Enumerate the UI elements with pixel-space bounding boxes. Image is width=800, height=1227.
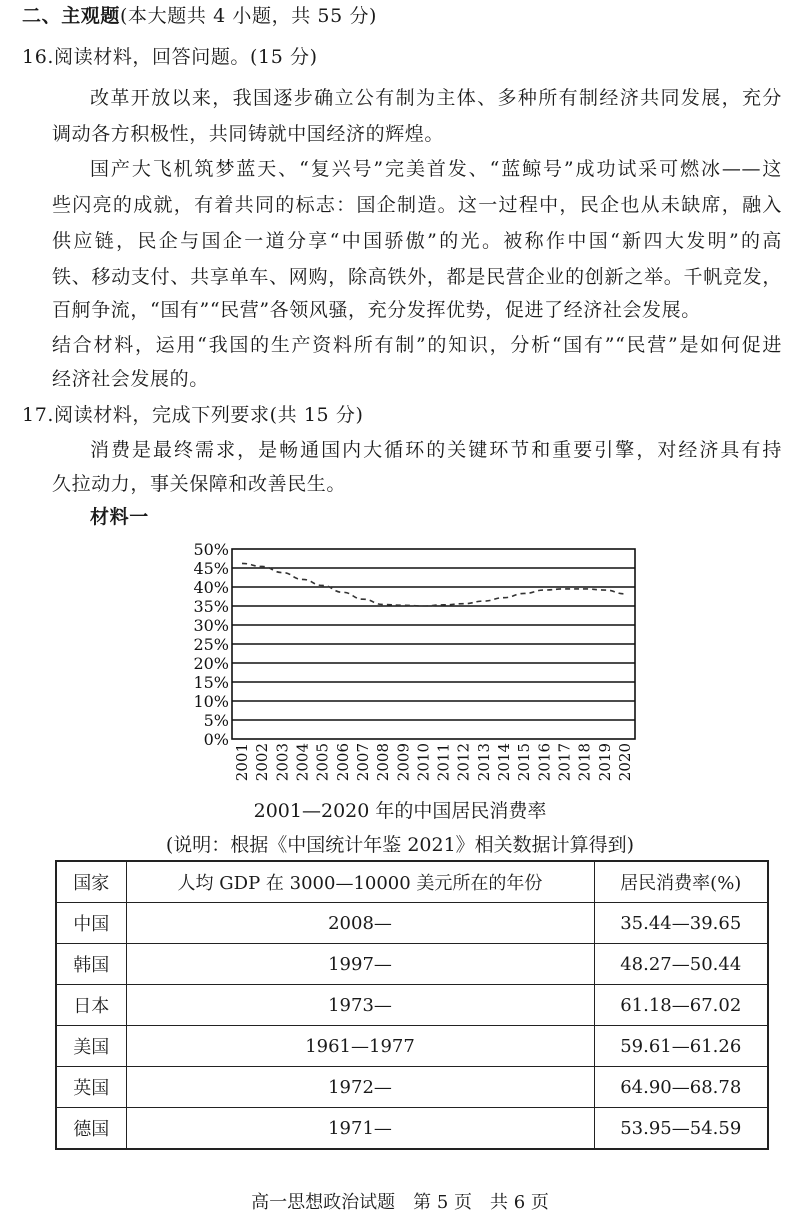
q16-p1-line: 改革开放以来，我国逐步确立公有制为主体、多种所有制经济共同发展，充分 [90, 87, 782, 109]
x-tick-label: 2003 [273, 743, 292, 782]
x-tick-label: 2001 [233, 743, 251, 782]
table-row [56, 903, 768, 944]
x-tick-label: 2019 [595, 743, 614, 782]
x-tick-label: 2012 [454, 743, 473, 782]
table-header-cell: 居民消费率(%) [594, 861, 768, 903]
y-tick-label: 35% [193, 597, 229, 616]
y-tick-label: 20% [193, 654, 229, 673]
section-title: 二、主观题 [22, 5, 121, 27]
q16-p2-line: 国产大飞机筑梦蓝天、“复兴号”完美首发、“蓝鲸号”成功试采可燃冰——这 [90, 158, 782, 180]
y-tick-label: 0% [203, 730, 229, 749]
table-cell-rate: 59.61—61.26 [594, 1026, 768, 1067]
table-cell-years: 2008— [126, 903, 594, 944]
q16-header: 16.阅读材料，回答问题。(15 分) [22, 46, 318, 68]
table-cell-country: 韩国 [56, 944, 126, 985]
q16-p1-line: 调动各方积极性，共同铸就中国经济的辉煌。 [52, 123, 445, 145]
q16-p2-line: 百舸争流，“国有”“民营”各领风骚，充分发挥优势，促进了经济社会发展。 [52, 299, 701, 321]
x-tick-label: 2005 [313, 743, 332, 782]
y-tick-label: 5% [203, 711, 229, 730]
table-row [56, 1067, 768, 1108]
q17-p1-line: 久拉动力，事关保障和改善民生。 [52, 473, 347, 495]
section-header [22, 4, 377, 28]
x-tick-label: 2007 [353, 743, 372, 782]
table-cell-rate: 35.44—39.65 [594, 903, 768, 944]
q16-ask-line: 经济社会发展的。 [52, 368, 209, 390]
section-note: (本大题共 4 小题，共 55 分) [120, 5, 378, 27]
x-tick-label: 2009 [394, 743, 413, 782]
consumption-table [55, 860, 769, 1150]
table-cell-years: 1972— [126, 1067, 594, 1108]
x-tick-label: 2018 [575, 743, 594, 782]
page-footer: 高一思想政治试题 第 5 页 共 6 页 [251, 1192, 549, 1213]
table-row [56, 944, 768, 985]
table-cell-country: 德国 [56, 1108, 126, 1150]
y-tick-label: 40% [193, 578, 229, 597]
table-cell-rate: 48.27—50.44 [594, 944, 768, 985]
y-tick-label: 10% [193, 692, 229, 711]
x-tick-label: 2020 [616, 743, 634, 782]
table-cell-rate: 53.95—54.59 [594, 1108, 768, 1150]
x-tick-label: 2015 [515, 743, 534, 782]
x-tick-label: 2006 [333, 743, 352, 782]
table-cell-country: 日本 [56, 985, 126, 1026]
consumption-rate-chart [180, 537, 650, 787]
x-tick-label: 2017 [555, 743, 574, 782]
y-tick-label: 50% [193, 540, 229, 559]
table-header-row [56, 861, 768, 903]
table-cell-years: 1971— [126, 1108, 594, 1150]
table-row [56, 985, 768, 1026]
table-cell-rate: 61.18—67.02 [594, 985, 768, 1026]
x-tick-label: 2013 [474, 743, 493, 782]
x-tick-label: 2002 [253, 743, 272, 782]
x-tick-label: 2010 [414, 743, 433, 782]
table-header-cell: 人均 GDP 在 3000—10000 美元所在的年份 [126, 861, 594, 903]
table-cell-country: 中国 [56, 903, 126, 944]
x-tick-label: 2004 [293, 743, 312, 782]
table-cell-country: 美国 [56, 1026, 126, 1067]
table-cell-years: 1997— [126, 944, 594, 985]
q16-p2-line: 铁、移动支付、共享单车、网购，除高铁外，都是民营企业的创新之举。千帆竞发， [52, 266, 782, 288]
x-tick-label: 2014 [495, 743, 514, 782]
x-tick-label: 2016 [535, 743, 554, 782]
chart-note: (说明：根据《中国统计年鉴 2021》相关数据计算得到) [165, 834, 635, 856]
table-cell-years: 1973— [126, 985, 594, 1026]
q16-ask-line: 结合材料，运用“我国的生产资料所有制”的知识，分析“国有”“民营”是如何促进 [52, 334, 782, 356]
x-tick-label: 2011 [434, 743, 453, 782]
table-cell-years: 1961—1977 [126, 1026, 594, 1067]
series-line [242, 563, 625, 606]
table-row [56, 1108, 768, 1150]
y-tick-label: 30% [193, 616, 229, 635]
x-tick-label: 2008 [374, 743, 393, 782]
table-row [56, 1026, 768, 1067]
material-one-label: 材料一 [90, 506, 149, 528]
q17-p1-line: 消费是最终需求，是畅通国内大循环的关键环节和重要引擎，对经济具有持 [90, 439, 782, 461]
y-tick-label: 25% [193, 635, 229, 654]
table-header-cell: 国家 [56, 861, 126, 903]
q16-p2-line: 些闪亮的成就，有着共同的标志：国企制造。这一过程中，民企也从未缺席，融入 [52, 194, 782, 216]
table-cell-rate: 64.90—68.78 [594, 1067, 768, 1108]
q16-p2-line: 供应链，民企与国企一道分享“中国骄傲”的光。被称作中国“新四大发明”的高 [52, 230, 782, 252]
q17-header: 17.阅读材料，完成下列要求(共 15 分) [22, 404, 364, 426]
y-tick-label: 15% [193, 673, 229, 692]
table-cell-country: 英国 [56, 1067, 126, 1108]
y-tick-label: 45% [193, 559, 229, 578]
chart-caption: 2001—2020 年的中国居民消费率 [253, 800, 547, 822]
